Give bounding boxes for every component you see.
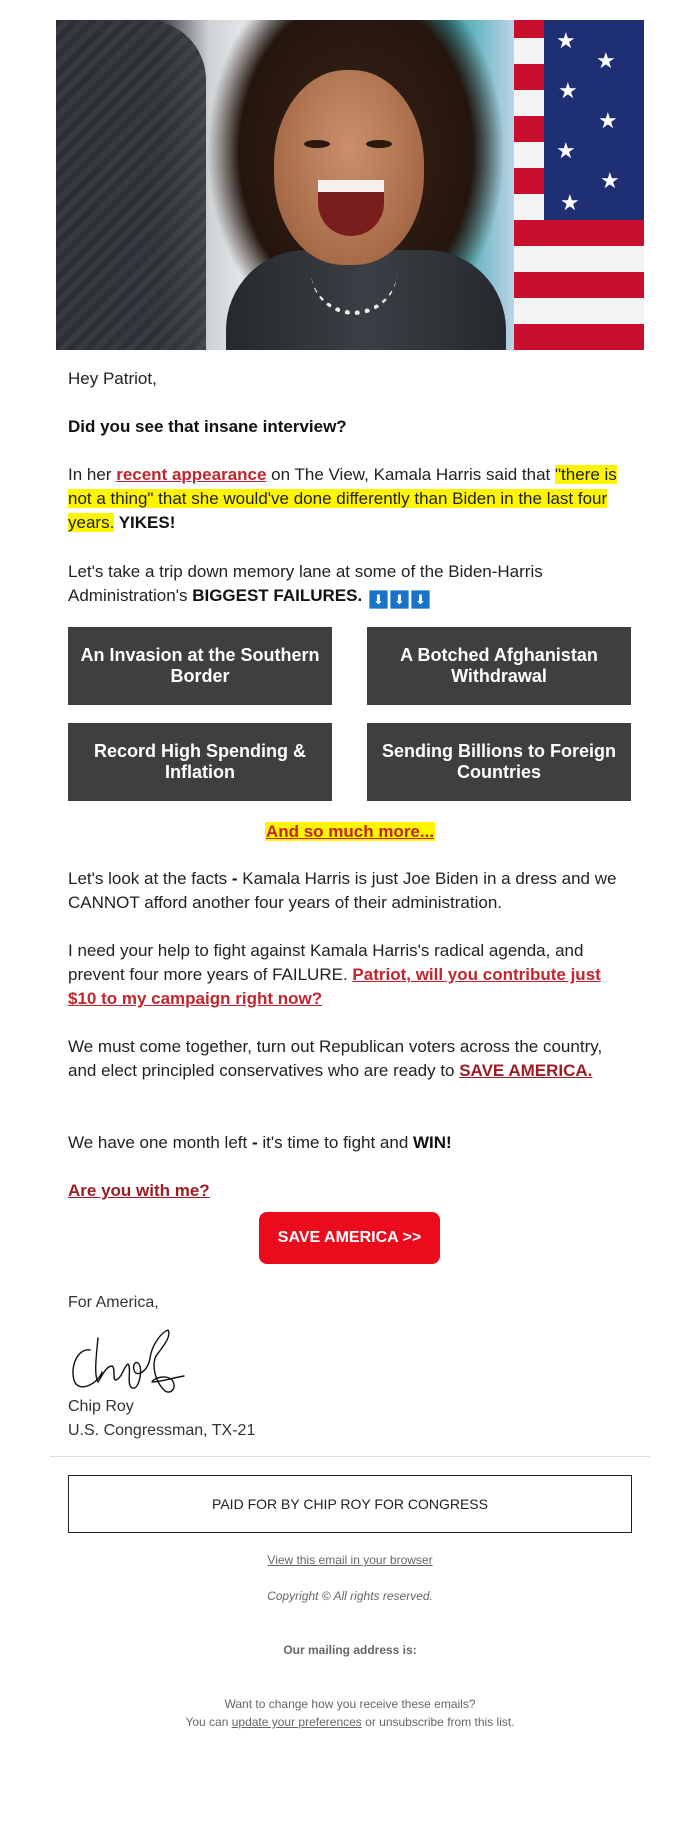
hero-flag-canton: ★ ★ ★ ★ ★ ★ ★ bbox=[544, 20, 644, 220]
down-arrow-icon: ⬇ bbox=[390, 590, 409, 609]
footer-change-line: Want to change how you receive these emails? bbox=[224, 1697, 476, 1711]
failure-box-foreign[interactable]: Sending Billions to Foreign Countries bbox=[367, 723, 631, 801]
para6-dash: - bbox=[251, 1133, 258, 1152]
failure-box-afghanistan[interactable]: A Botched Afghanistan Withdrawal bbox=[367, 627, 631, 705]
para2-pre: Let's take a trip down memory lane at some of the Biden-Harris Administration's bbox=[68, 562, 543, 605]
contribute-link[interactable]: Patriot, will you contribute just $10 to my campaign right now? bbox=[68, 965, 601, 1008]
hero-chair-shape bbox=[56, 20, 206, 350]
paragraph-one-month bbox=[68, 1131, 632, 1155]
pref-post: or unsubscribe from this list. bbox=[361, 1715, 515, 1729]
footer-view-browser-row bbox=[0, 1553, 700, 1567]
para6-mid: it's time to fight and bbox=[257, 1133, 414, 1152]
para4-pre: I need your help to fight against Kamala Harris's radical agenda, and prevent four more years of FAILURE. bbox=[68, 941, 584, 984]
signer-title: U.S. Congressman, TX-21 bbox=[68, 1422, 256, 1439]
headline-text: Did you see that insane interview? bbox=[68, 417, 347, 436]
para3-pre: Let's look at the facts bbox=[68, 869, 232, 888]
signer-name: Chip Roy bbox=[68, 1398, 134, 1415]
para3-post: Kamala Harris is just Joe Biden in a dress and we CANNOT afford another four years of their administration. bbox=[68, 869, 617, 912]
pref-pre: You can bbox=[185, 1715, 232, 1729]
para3-dash: - bbox=[231, 869, 238, 888]
para5-pre: We must come together, turn out Republican voters across the country, and elect principled conservatives who are ready to bbox=[68, 1037, 603, 1080]
save-america-button[interactable]: SAVE AMERICA >> bbox=[259, 1212, 440, 1264]
paragraph-facts bbox=[68, 867, 632, 915]
failure-box-spending[interactable]: Record High Spending & Inflation bbox=[68, 723, 332, 801]
hero-image bbox=[56, 20, 644, 350]
paragraph-help bbox=[68, 939, 632, 1011]
save-america-link[interactable]: SAVE AMERICA. bbox=[459, 1061, 593, 1080]
down-arrow-icon: ⬇ bbox=[369, 590, 388, 609]
are-you-with-me-link[interactable]: Are you with me? bbox=[68, 1181, 210, 1200]
hero-eye-right bbox=[366, 140, 392, 148]
question-wrap bbox=[68, 1179, 632, 1203]
footer-copyright: Copyright © All rights reserved. bbox=[267, 1589, 433, 1603]
and-so-much-more-link[interactable]: And so much more... bbox=[265, 822, 435, 841]
greeting: Hey Patriot, bbox=[68, 369, 157, 388]
down-arrow-icon: ⬇ bbox=[411, 590, 430, 609]
quote-highlight: "there is not a thing" that she would've done differently than Biden in the last four years. bbox=[68, 465, 617, 532]
para1-pre: In her bbox=[68, 465, 117, 484]
biggest-failures-text: BIGGEST FAILURES. bbox=[192, 586, 363, 605]
paragraph-come-together bbox=[68, 1035, 632, 1083]
signoff: For America, bbox=[68, 1294, 159, 1311]
para6-pre: We have one month left bbox=[68, 1133, 252, 1152]
failure-box-border[interactable]: An Invasion at the Southern Border bbox=[68, 627, 332, 705]
headline bbox=[68, 415, 632, 439]
paid-for-disclaimer: PAID FOR BY CHIP ROY FOR CONGRESS bbox=[68, 1475, 632, 1533]
hero-eye-left bbox=[304, 140, 330, 148]
view-in-browser-link[interactable]: View this email in your browser bbox=[267, 1553, 433, 1567]
para1-mid: on The View, Kamala Harris said that bbox=[266, 465, 555, 484]
footer-preferences-line bbox=[0, 1715, 700, 1729]
win-text: WIN! bbox=[413, 1133, 452, 1152]
yikes-text: YIKES! bbox=[114, 513, 176, 532]
more-link-wrap bbox=[260, 820, 440, 846]
signature-image bbox=[68, 1318, 188, 1398]
recent-appearance-link[interactable]: recent appearance bbox=[116, 465, 267, 484]
paragraph-failures-intro bbox=[68, 560, 632, 609]
paragraph-interview bbox=[68, 463, 632, 535]
footer-mailing-label: Our mailing address is: bbox=[283, 1643, 417, 1657]
footer-divider bbox=[50, 1456, 650, 1457]
update-preferences-link[interactable]: update your preferences bbox=[231, 1715, 362, 1729]
